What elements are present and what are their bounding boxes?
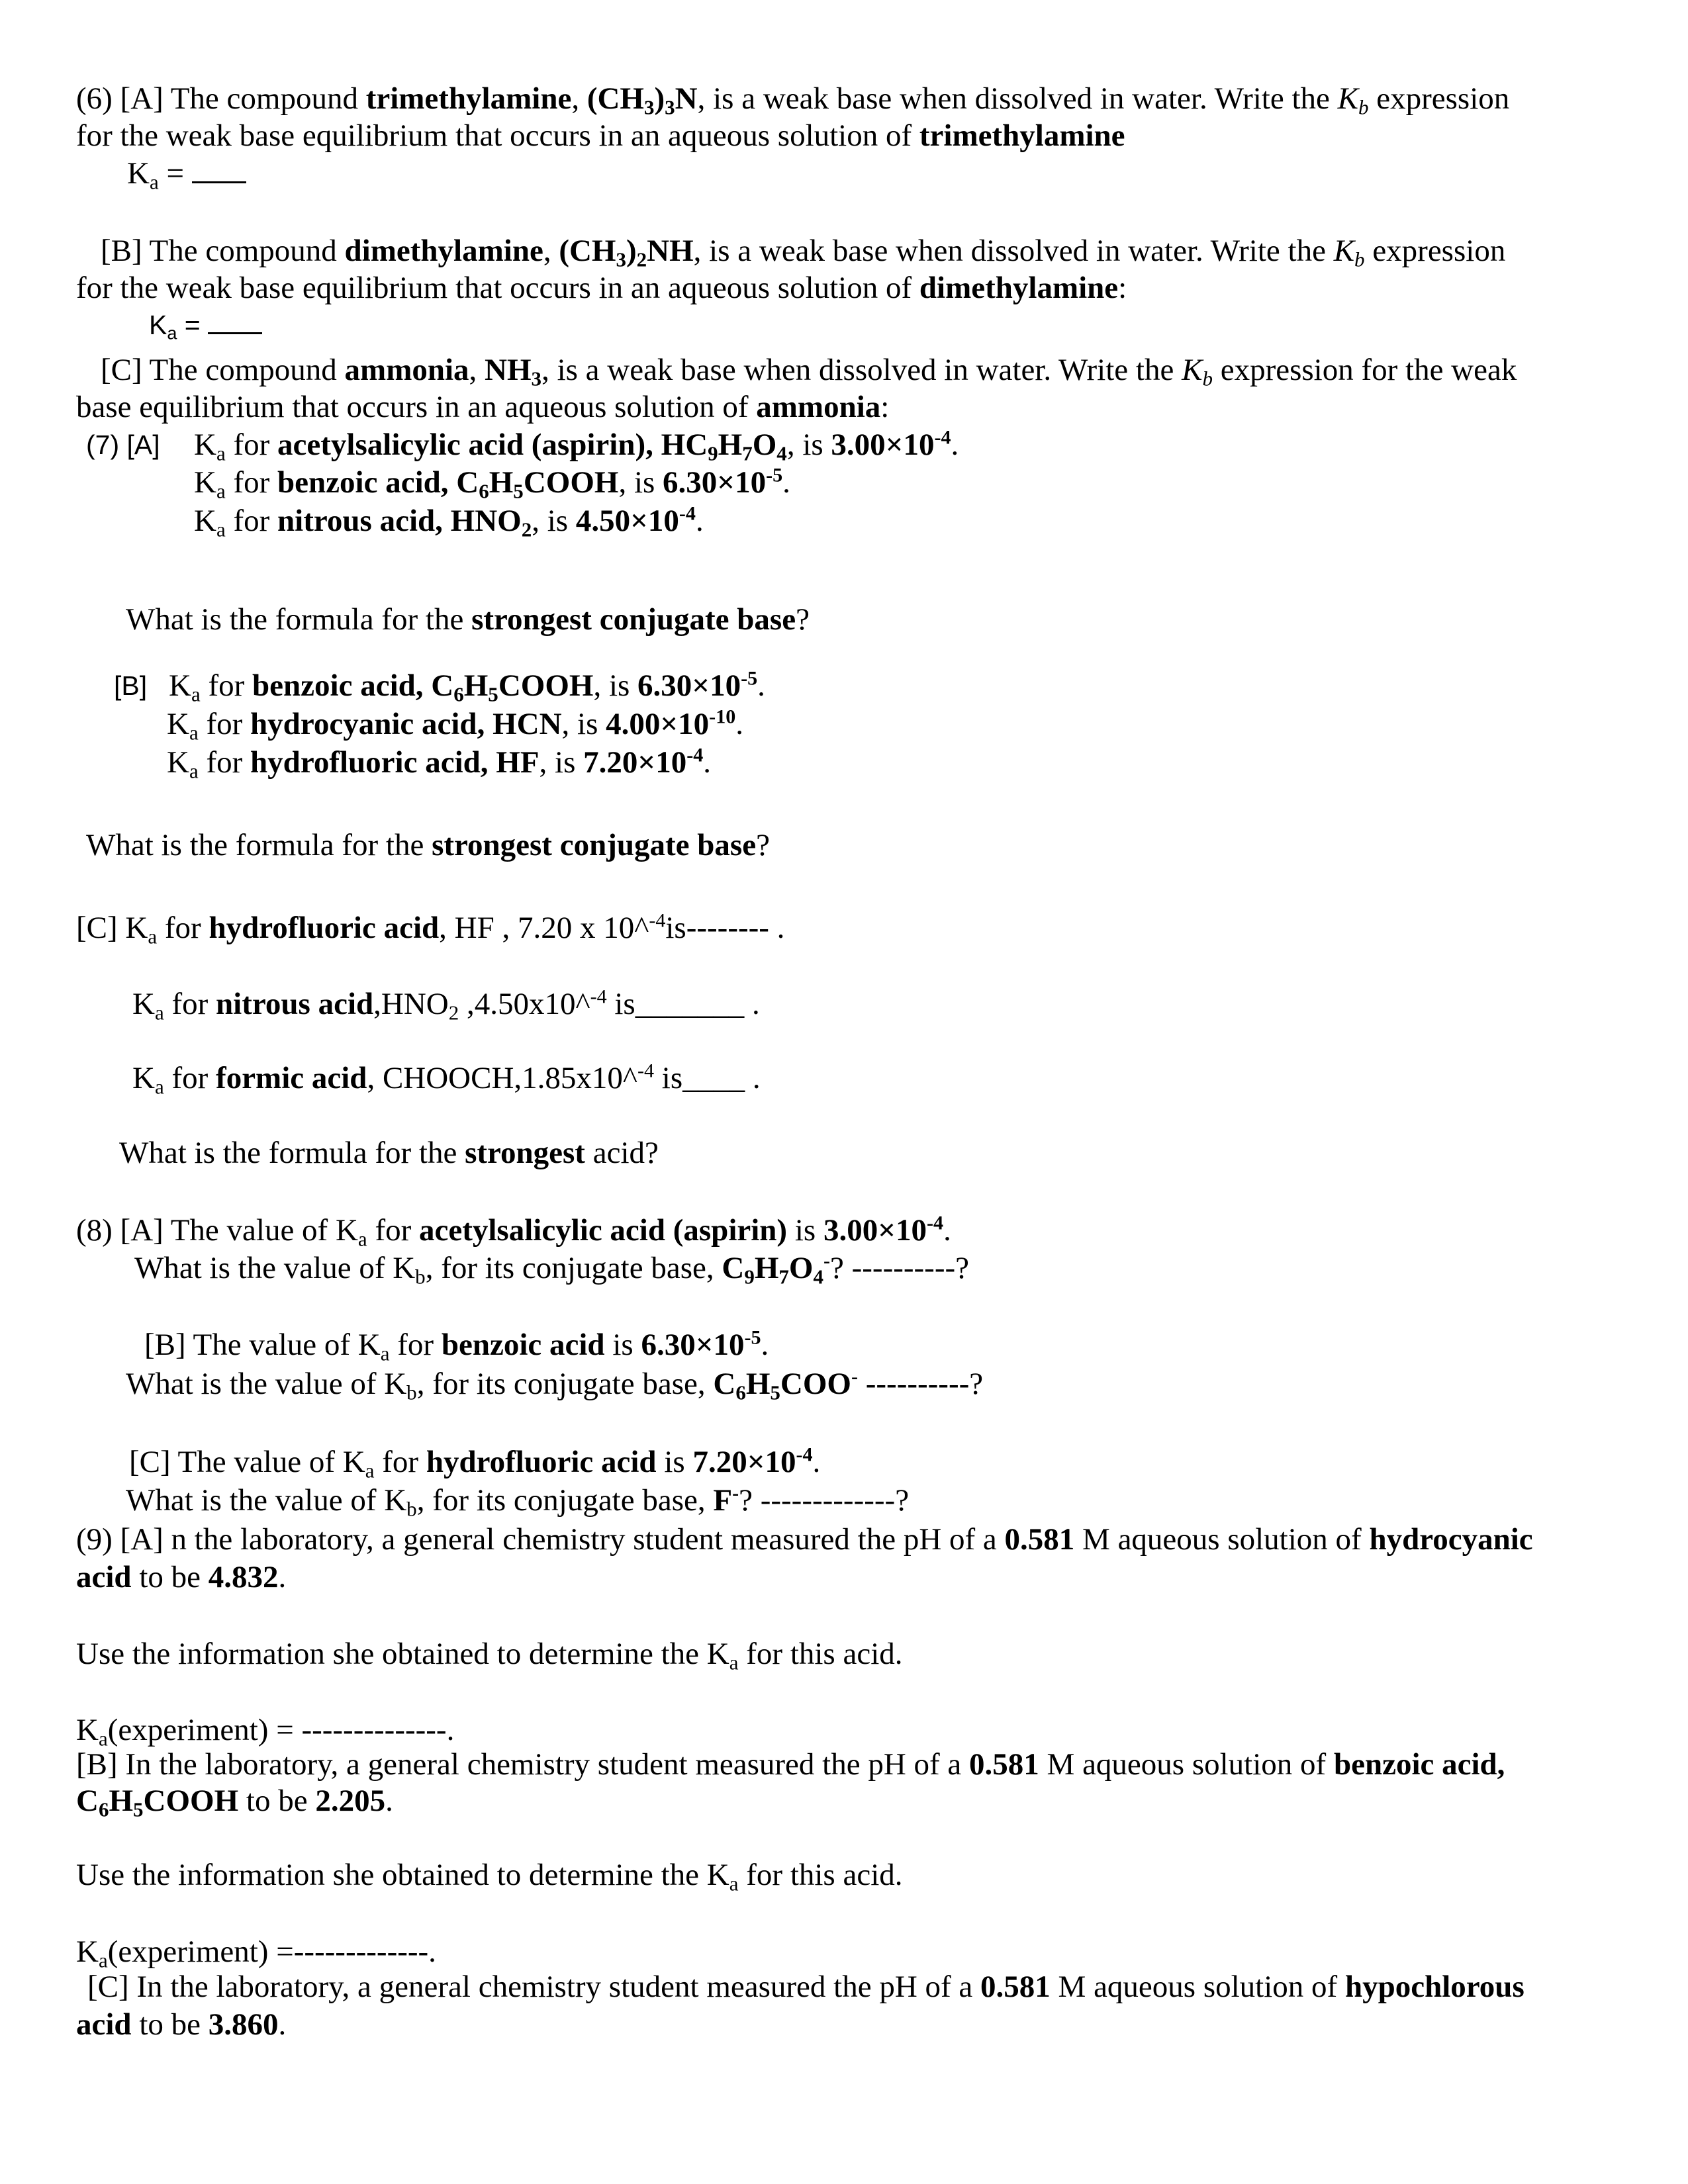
q9-a-line2: acid to be 4.832. bbox=[76, 1560, 287, 1594]
q9-c-line1: [C] In the laboratory, a general chemistry student measured the pH of a 0.581 M aqueous solution of hypochlorous bbox=[87, 1970, 1524, 2004]
q7-b-item-2: $K_a$ for hydrocyanic acid, HCN, is $4.00\times 10^{-10}$. bbox=[167, 705, 744, 745]
q7-a-item-2: $K_a$ for benzoic acid, $C_6H_5COOH$, is $6.30\times 10^{-5}$. bbox=[194, 463, 790, 503]
q7-c-line2: $K_a$ for nitrous $acid,HNO_2$ ,4.50x10^$^{-4}$ is_______ . bbox=[132, 985, 760, 1024]
answer-blank[interactable] bbox=[192, 156, 246, 183]
q7-c-line3: $K_a$ for formic acid, CHOOCH,1.85x10^$^{-4}$ is____ . bbox=[132, 1059, 761, 1099]
q9-a-instruction: Use the information she obtained to determine the $K_a$ for this acid. bbox=[76, 1637, 903, 1674]
q9-a-line1: (9) [A] n the laboratory, a general chemistry student measured the pH of a 0.581 M aqueous solution of hydrocyanic bbox=[76, 1522, 1533, 1557]
compound-formula: $(CH_3)_3N$ bbox=[586, 81, 698, 119]
q6-a-prompt-line1: (6) [A] The compound trimethylamine, $(CH_3)_3N$, is a weak base when dissolved in water. Write the $K_b$ expression bbox=[76, 81, 1510, 119]
q9-b-line2: $C_6H_5COOH$ to be 2.205. bbox=[76, 1784, 393, 1821]
q6-c-prompt-line2: base equilibrium that occurs in an aqueous solution of ammonia: bbox=[76, 390, 890, 424]
q6-c-prompt-line1: [C] The compound ammonia, $NH_3$, is a weak base when dissolved in water. Write the $K_b$ expression for the weak bbox=[101, 353, 1517, 390]
q8-a-line2: What is the value of $K_b$, for its conjugate base, $C_9H_7O_4^-$? ----------? bbox=[134, 1249, 970, 1289]
q6-b-prompt-line1: [B] The compound dimethylamine, $(CH_3)_2NH$, is a weak base when dissolved in water. Write the $K_b$ expression bbox=[101, 234, 1506, 271]
q7-b-item-1: $K_a$ for benzoic acid, $C_6H_5COOH$, is $6.30\times 10^{-5}$. bbox=[169, 666, 765, 706]
q9-c-line2: acid to be 3.860. bbox=[76, 2007, 287, 2042]
q6-a-prompt-line2: for the weak base equilibrium that occurs in an aqueous solution of trimethylamine bbox=[76, 118, 1125, 153]
q7-a-item-3: $K_a$ for nitrous acid, $HNO_2$, is $4.50\times 10^{-4}$. bbox=[194, 502, 704, 541]
q7-a-question: What is the formula for the strongest conjugate base? bbox=[126, 602, 810, 637]
q7-c-line1: [C] $K_a$ for hydrofluoric acid, HF , 7.20 x 10^$^{-4}$is-------- . bbox=[76, 909, 785, 948]
q7-a-label: (7) [A] bbox=[86, 430, 160, 460]
compound-name: trimethylamine bbox=[365, 81, 572, 116]
q9-b-instruction: Use the information she obtained to determine the $K_a$ for this acid. bbox=[76, 1858, 903, 1895]
q6-a-answer: $K_a$ = bbox=[127, 154, 246, 193]
q7-b-item-3: $K_a$ for hydrofluoric acid, HF, is $7.20\times 10^{-4}$. bbox=[167, 743, 712, 783]
q9-b-answer: $K_a(experiment)$ =-------------. bbox=[76, 1934, 436, 1972]
q8-c-line2: What is the value of $K_b$, for its conjugate base, F-? -------------? bbox=[126, 1481, 910, 1521]
q7-b-label: [B] bbox=[114, 670, 148, 701]
q9-a-answer: $K_a(experiment)$ = --------------. bbox=[76, 1713, 455, 1751]
answer-blank[interactable] bbox=[208, 307, 262, 334]
q8-b-line1: [B] The value of $K_a$ for benzoic acid is $6.30\times 10^{-5}$. bbox=[144, 1326, 769, 1365]
q8-a-line1: (8) [A] The value of $K_a$ for acetylsalicylic acid (aspirin) is $3.00\times 10^{-4}$. bbox=[76, 1211, 951, 1251]
q8-c-line1: [C] The value of $K_a$ for hydrofluoric acid is $7.20\times 10^{-4}$. bbox=[129, 1443, 821, 1482]
q6-b-prompt-line2: for the weak base equilibrium that occurs in an aqueous solution of dimethylamine: bbox=[76, 271, 1127, 305]
q8-b-line2: What is the value of $K_b$, for its conjugate base, $C_6H_5COO^-$ ----------? bbox=[126, 1365, 984, 1404]
q7-b-question: What is the formula for the strongest conjugate base? bbox=[86, 828, 770, 862]
q7-a-item-1: $K_a$ for acetylsalicylic acid (aspirin), $HC_9H_7O_4$, is $3.00\times 10^{-4}$. bbox=[194, 426, 959, 465]
q6-b-answer: $K_a$ = bbox=[149, 306, 262, 344]
q7-c-question: What is the formula for the strongest acid? bbox=[119, 1136, 659, 1170]
q9-b-line1: [B] In the laboratory, a general chemistry student measured the pH of a 0.581 M aqueous solution of benzoic acid, bbox=[76, 1747, 1505, 1782]
